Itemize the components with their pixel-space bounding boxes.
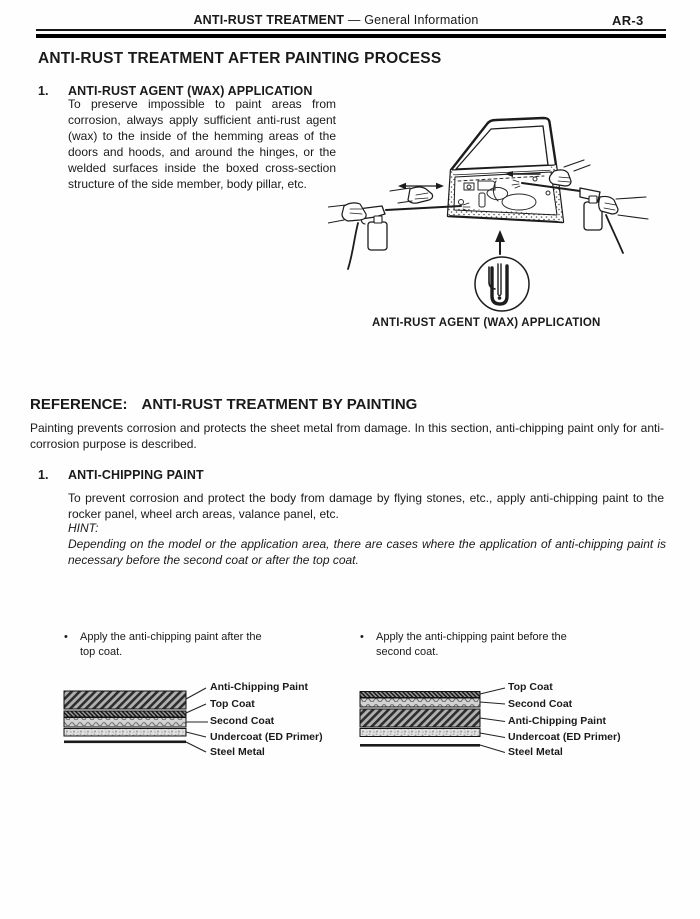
layer-label: Undercoat (ED Primer) <box>210 731 323 743</box>
leader-lines <box>186 688 208 752</box>
wax-body-text: To preserve impossible to paint areas from corrosion, always apply sufficient anti-rust agent (wax) to the inside of the hemming areas of the doors and hoods, and around the hinges, or the welded surfaces inside the boxed cross-section structure of the side member, body pillar, etc. <box>68 97 336 191</box>
running-header-subtitle: — General Information <box>344 13 479 27</box>
figure-caption: ANTI-RUST AGENT (WAX) APPLICATION <box>372 317 601 329</box>
page-number: AR-3 <box>612 13 644 28</box>
bullet-text: Apply the anti-chipping paint after the top coat. <box>80 631 262 658</box>
bullet-before-second-coat <box>360 630 572 660</box>
reference-label: REFERENCE: <box>30 396 128 413</box>
header-rule-thin <box>36 29 666 31</box>
layer-label: Undercoat (ED Primer) <box>508 731 621 743</box>
bullet-icon: • <box>64 631 68 643</box>
layer-diagram-before-second-coat <box>358 681 676 766</box>
section-number: 1. <box>38 468 49 482</box>
layer-label: Anti-Chipping Paint <box>508 715 606 727</box>
steel-layer <box>360 744 480 747</box>
reference-body-text: Painting prevents corrosion and protects the sheet metal from damage. In this section, anti-chipping paint only for anti-corrosion purpose is described. <box>30 421 664 451</box>
leader-lines <box>480 688 505 753</box>
section-heading-wax: ANTI-RUST AGENT (WAX) APPLICATION <box>68 84 313 98</box>
layer-label: Anti-Chipping Paint <box>210 681 308 693</box>
bullet-text: Apply the anti-chipping paint before the second coat. <box>376 631 567 658</box>
layer-label: Second Coat <box>210 715 275 727</box>
layer-label: Top Coat <box>508 681 553 693</box>
chipping-body-text: To prevent corrosion and protect the body from damage by flying stones, etc., apply anti-chipping paint to the rocker panel, wheel arch areas, valance panel, etc. <box>68 491 664 521</box>
bullet-icon: • <box>360 631 364 643</box>
header-rule-thick <box>36 34 666 38</box>
layer-label: Steel Metal <box>210 746 265 758</box>
section-number: 1. <box>38 84 49 98</box>
hint-label: HINT: <box>68 521 99 535</box>
bullet-after-top-coat <box>64 630 276 660</box>
reference-title: ANTI-RUST TREATMENT BY PAINTING <box>141 396 418 413</box>
steel-layer <box>64 741 186 744</box>
layer-label: Steel Metal <box>508 746 563 758</box>
running-header <box>0 13 672 27</box>
hint-body-text: Depending on the model or the application area, there are cases where the application of anti-chipping paint is necessary before the second coat or after the top coat. <box>68 537 666 567</box>
layer-label: Top Coat <box>210 698 255 710</box>
running-header-title: ANTI-RUST TREATMENT <box>193 13 345 27</box>
hem-detail-inset <box>475 230 529 311</box>
reference-heading <box>30 396 417 413</box>
layer-label: Second Coat <box>508 698 573 710</box>
page-title: ANTI-RUST TREATMENT AFTER PAINTING PROCESS <box>38 50 442 67</box>
up-arrow-icon <box>495 230 505 242</box>
door-wax-illustration <box>328 103 698 318</box>
layer-diagram-after-top-coat <box>62 681 380 766</box>
section-heading-chipping: ANTI-CHIPPING PAINT <box>68 468 204 482</box>
